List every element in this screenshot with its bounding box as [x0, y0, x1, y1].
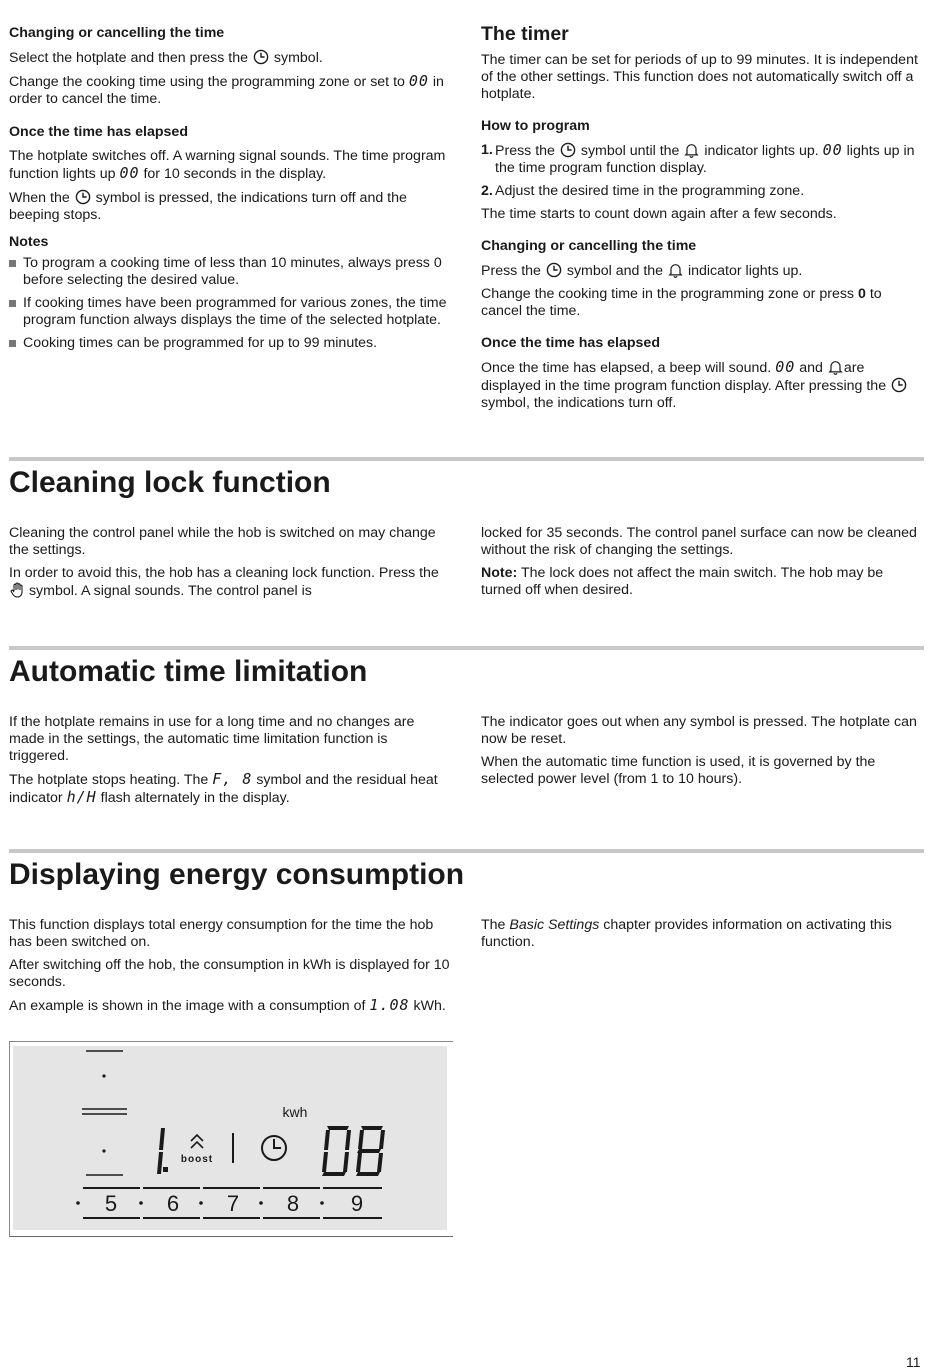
subheading-changing-time-timer: Changing or cancelling the time	[481, 238, 697, 254]
paragraph-energy-intro: This function displays total energy consumption for the time the hob has been switched on.	[9, 917, 434, 950]
auto-time-limit-title: Automatic time limitation	[9, 655, 368, 688]
list-item: Cooking times can be programmed for up to 99 minutes.	[9, 335, 451, 352]
consumption-digits	[322, 1126, 385, 1176]
text: symbol until the	[580, 143, 680, 159]
clock-icon	[891, 377, 907, 393]
key-5: 5	[104, 1191, 118, 1216]
text: kWh.	[413, 998, 446, 1014]
text: When the	[9, 190, 70, 206]
note-label: Note:	[481, 565, 518, 581]
paragraph-cleaning-locked: locked for 35 seconds. The control panel surface can now be cleaned without the risk of changing the settings.	[481, 525, 917, 558]
subheading-timer-elapsed: Once the time has elapsed	[481, 335, 660, 351]
text: in order to cancel the time.	[9, 74, 444, 107]
step-number: 1.	[481, 142, 493, 158]
paragraph-press-symbol	[481, 262, 926, 280]
clock-icon	[560, 142, 576, 158]
section-divider	[9, 849, 924, 853]
text: and	[799, 360, 823, 376]
boost-label: boost	[180, 1154, 214, 1165]
cleaning-right-column	[481, 525, 926, 605]
paragraph-change-or-press-0	[481, 286, 926, 320]
text: Change the cooking time in the programming zone or press	[481, 286, 855, 302]
control-panel-illustration	[13, 1046, 447, 1230]
text: chapter provides information on activating this function.	[481, 917, 892, 950]
bell-icon	[668, 262, 683, 278]
paragraph-select-hotplate	[9, 49, 451, 67]
text: The hotplate stops heating. The	[9, 772, 209, 788]
bold-zero: 0	[857, 286, 866, 302]
chapter-reference: Basic Settings	[509, 917, 600, 933]
list-item: To program a cooking time of less than 10 minutes, always press 0 before selecting the desired value.	[9, 255, 451, 289]
paragraph-cleaning-press	[9, 565, 451, 600]
energy-title: Displaying energy consumption	[9, 858, 465, 891]
section-divider	[9, 646, 924, 650]
left-top-column	[9, 25, 451, 358]
paragraph-basic-settings	[481, 917, 926, 951]
text: are displayed in the time program function display. After pressing the	[481, 360, 887, 394]
text: The	[481, 917, 506, 933]
timer-title: The timer	[481, 23, 569, 45]
bell-icon	[684, 142, 699, 158]
zone-dot	[102, 1074, 105, 1077]
subheading-changing-time: Changing or cancelling the time	[9, 25, 225, 41]
right-top-column	[481, 23, 926, 418]
page-number: 11	[906, 1354, 921, 1370]
step-number: 2.	[481, 183, 493, 199]
text: Once the time has elapsed, a beep will sound.	[481, 360, 772, 376]
segment-display-00: 00	[775, 358, 796, 376]
clock-icon	[75, 189, 91, 205]
segment-display-108: 1.08	[369, 996, 410, 1014]
paragraph-timer-intro: The timer can be set for periods of up to 99 minutes. It is independent of the other settings. This function does not automatically switch off a hotplate.	[481, 52, 918, 102]
power-level-digit	[157, 1128, 168, 1174]
text: for 10 seconds in the display.	[143, 166, 327, 182]
energy-left-column	[9, 917, 451, 1021]
paragraph-auto-limit-intro: If the hotplate remains in use for a long time and no changes are made in the settings, the automatic time limitation function is triggered.	[9, 714, 415, 764]
clock-icon	[253, 49, 269, 65]
subheading-time-elapsed: Once the time has elapsed	[9, 124, 188, 140]
hand-icon	[10, 582, 24, 598]
section-divider	[9, 457, 924, 461]
key-7: 7	[226, 1191, 240, 1216]
key-6: 6	[166, 1191, 180, 1216]
zone-dot	[102, 1149, 105, 1152]
paragraph-auto-limit-stops	[9, 771, 451, 807]
key-9: 9	[350, 1191, 364, 1216]
energy-right-column	[481, 917, 926, 957]
text: The lock does not affect the main switch. The hob may be turned off when desired.	[481, 565, 884, 598]
text: indicator lights up.	[704, 143, 819, 159]
segment-display-00: 00	[119, 164, 140, 182]
segment-display-f8: F, 8	[212, 770, 253, 788]
program-steps	[481, 142, 926, 200]
paragraph-indicator-out: The indicator goes out when any symbol is pressed. The hotplate can now be reset.	[481, 714, 917, 747]
control-panel-drawing	[13, 1046, 447, 1230]
notes-heading: Notes	[9, 234, 49, 250]
boost-icon	[191, 1135, 203, 1148]
paragraph-cleaning-note	[481, 565, 926, 599]
paragraph-change-time	[9, 73, 451, 108]
text: Press the	[495, 143, 555, 159]
text: In order to avoid this, the hob has a cleaning lock function. Press the	[9, 565, 439, 581]
segment-display-00: 00	[408, 72, 429, 90]
paragraph-countdown: The time starts to count down again after a few seconds.	[481, 206, 837, 222]
paragraph-energy-after: After switching off the hob, the consumption in kWh is displayed for 10 seconds.	[9, 957, 450, 990]
text: lights up in the time program function display.	[495, 143, 915, 176]
auto-limit-right-column	[481, 714, 926, 794]
paragraph-when-pressed	[9, 189, 451, 224]
kwh-label: kwh	[282, 1104, 308, 1120]
text: Change the cooking time using the programming zone or set to	[9, 74, 405, 90]
text: symbol. A signal sounds. The control panel is	[28, 583, 312, 599]
cleaning-left-column	[9, 525, 451, 606]
text: flash alternately in the display.	[100, 790, 290, 806]
text: to cancel the time.	[481, 286, 882, 319]
paragraph-hotplate-switches-off	[9, 148, 451, 183]
text: Adjust the desired time in the programming zone.	[495, 183, 805, 199]
text: An example is shown in the image with a consumption of	[9, 998, 366, 1014]
paragraph-cleaning-intro: Cleaning the control panel while the hob is switched on may change the settings.	[9, 525, 436, 558]
notes-list	[9, 255, 451, 352]
paragraph-timer-elapsed	[481, 359, 926, 412]
text: symbol and the residual heat indicator	[9, 772, 438, 806]
bell-icon	[828, 359, 843, 375]
paragraph-energy-example	[9, 997, 451, 1015]
list-item	[481, 142, 926, 177]
paragraph-power-level: When the automatic time function is used, it is governed by the selected power level (from 1 to 10 hours).	[481, 754, 876, 787]
auto-limit-left-column	[9, 714, 451, 813]
text: symbol and the	[566, 263, 664, 279]
segment-display-hh: h/H	[66, 788, 97, 806]
list-item: If cooking times have been programmed for various zones, the time program function always displays the time of the selected hotplate.	[9, 295, 451, 329]
subheading-how-to-program: How to program	[481, 118, 590, 134]
text: symbol, the indications turn off.	[481, 395, 677, 411]
key-8: 8	[286, 1191, 300, 1216]
text: Press the	[481, 263, 541, 279]
list-item	[481, 183, 926, 200]
text: The hotplate switches off. A warning signal sounds. The time program function lights up	[9, 148, 446, 182]
text: indicator lights up.	[687, 263, 803, 279]
text: Select the hotplate and then press the	[9, 50, 248, 66]
segment-display-00: 00	[822, 141, 843, 159]
text: symbol is pressed, the indications turn off and the beeping stops.	[9, 190, 407, 223]
clock-icon	[262, 1136, 286, 1160]
text: symbol.	[273, 50, 323, 66]
clock-icon	[546, 262, 562, 278]
cleaning-lock-title: Cleaning lock function	[9, 466, 331, 499]
